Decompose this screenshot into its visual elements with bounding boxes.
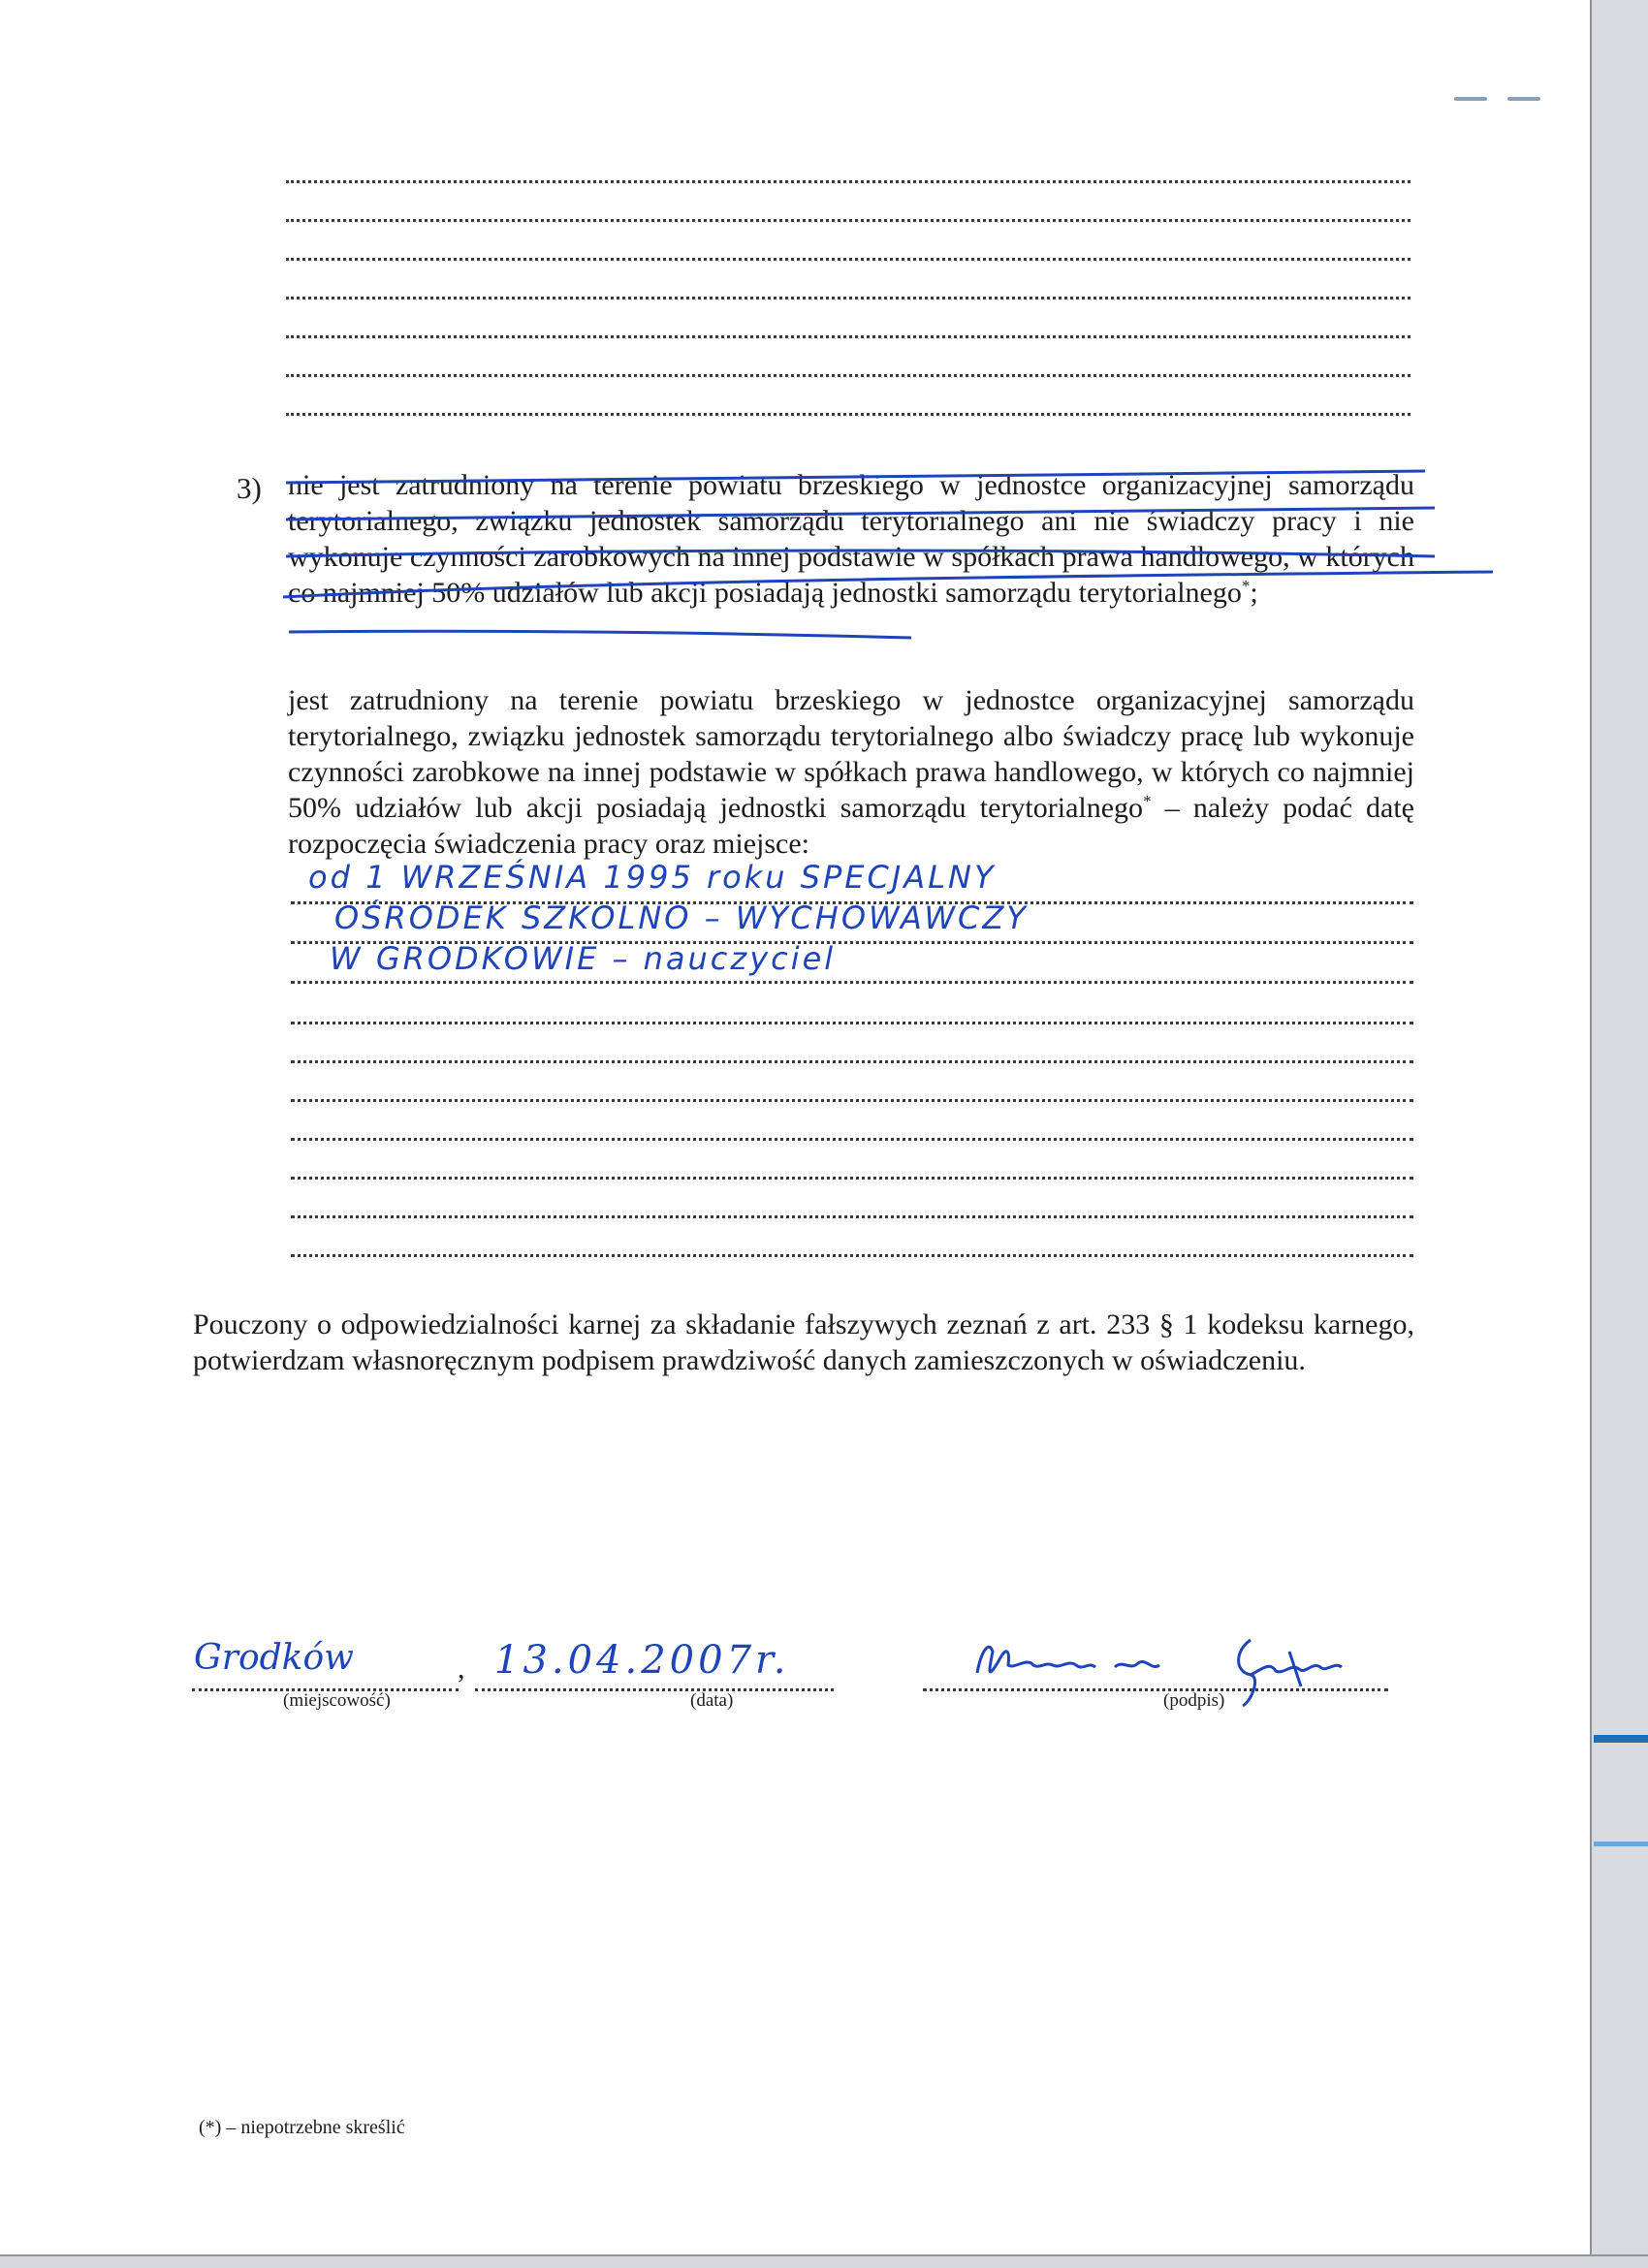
selected-option-instruction: – należy podać datę rozpoczęcia świadczenia pracy oraz miejsce: — [288, 792, 1414, 860]
dotted-fill-line — [286, 159, 1410, 183]
handwritten-entry-line-1: od 1 WRZEŚNIA 1995 roku SPECJALNY — [308, 859, 997, 896]
handwritten-entry-line-3: W GRODKOWIE – nauczyciel — [330, 940, 837, 977]
scan-mark — [1454, 97, 1487, 101]
item-number: 3) — [237, 471, 262, 505]
place-label: (miejscowość) — [283, 1690, 391, 1711]
crossed-option-suffix: ; — [1250, 577, 1258, 609]
dotted-fill-line — [291, 1064, 1413, 1102]
dotted-fill-line — [286, 275, 1410, 299]
footnote: (*) – niepotrzebne skreślić — [199, 2117, 405, 2138]
scan-edge-bottom — [0, 2254, 1648, 2268]
dotted-fill-line — [291, 1219, 1413, 1257]
handwritten-strikethrough — [281, 456, 1503, 659]
handwritten-entry-line-2: OŚRODEK SZKOLNO – WYCHOWAWCZY — [334, 899, 1029, 936]
statement-paragraph: Pouczony o odpowiedzialności karnej za składanie fałszywych zeznań z art. 233 § 1 kodeksu karnego, potwierdzam własnoręcznym podpisem prawdziwość danych zamieszczonych w oświadczeniu. — [193, 1308, 1414, 1376]
handwritten-place: Grodków — [194, 1638, 354, 1678]
dotted-fill-line — [286, 236, 1410, 261]
signature-label: (podpis) — [1163, 1690, 1225, 1711]
dotted-fill-line — [286, 353, 1410, 377]
separator-comma: , — [458, 1653, 465, 1685]
scan-edge-blue-mark-2 — [1594, 1842, 1648, 1846]
dotted-fill-line — [291, 1181, 1413, 1218]
scan-mark — [1507, 97, 1540, 101]
handwritten-date: 13.04.2007r. — [494, 1638, 790, 1683]
scan-edge-blue-mark — [1594, 1735, 1648, 1743]
dotted-fill-line — [291, 1025, 1413, 1063]
dotted-fill-line — [291, 1103, 1413, 1141]
date-label: (data) — [690, 1690, 734, 1711]
selected-option-text: jest zatrudniony na terenie powiatu brzeskiego w jednostce organizacyjnej samorządu terytorialnego, związku jednostek samorządu terytorialnego albo świadczy pracę lub wykonuje czynności zarobkowe na innej podstawie w spółkach prawa handlowego, w których co najmniej 50% udziałów lub akcji posiadają jednostki samorządu terytorialnego — [288, 684, 1414, 824]
dotted-fill-line — [291, 987, 1413, 1024]
dotted-fill-line — [291, 1142, 1413, 1180]
crossed-option-text: nie jest zatrudniony na terenie powiatu brzeskiego w jednostce organizacyjnej samorządu terytorialnego, związku jednostek samorządu terytorialnego ani nie świadczy pracy i nie wykonuje czynności zarobkowych na innej podstawie w spółkach prawa handlowego, w których co najmniej 50% udziałów lub akcji posiadają jednostki samorządu terytorialnego — [288, 469, 1414, 609]
dotted-fill-line — [286, 314, 1410, 338]
crossed-option-asterisk: * — [1241, 577, 1251, 595]
selected-option — [288, 682, 1414, 862]
selected-option-asterisk: * — [1143, 792, 1152, 810]
dotted-fill-line — [286, 198, 1410, 222]
dotted-fill-line — [286, 392, 1410, 416]
scan-edge-right — [1590, 0, 1648, 2268]
